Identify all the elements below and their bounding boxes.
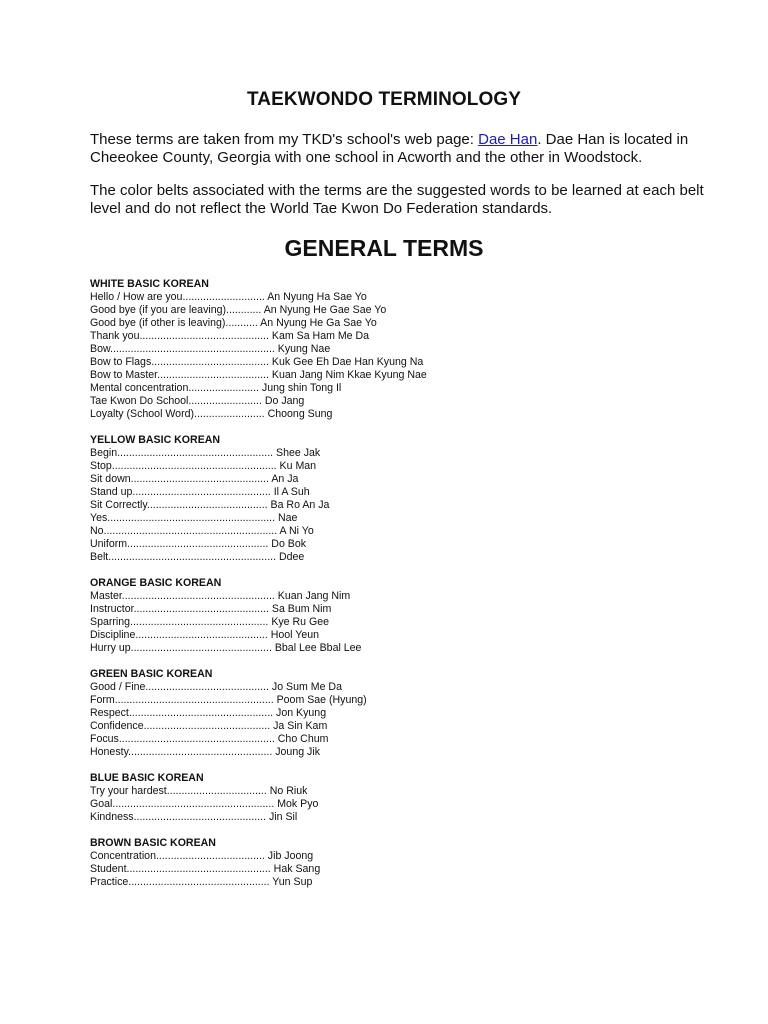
section-title: GENERAL TERMS [284, 235, 484, 261]
term-line: Focus..................................................... Cho Chum [90, 733, 329, 745]
term-line: Bow........................................................ Kyung Nae [90, 343, 331, 355]
term-line: Hello / How are you............................ An Nyung Ha Sae Yo [90, 291, 367, 303]
term-line: Sit down............................................... An Ja [90, 473, 299, 485]
belt-heading: YELLOW BASIC KOREAN [90, 434, 221, 446]
term-line: Uniform................................................ Do Bok [90, 538, 307, 550]
document-title: TAEKWONDO TERMINOLOGY [246, 89, 522, 110]
term-line: Student................................................. Hak Sang [90, 863, 321, 875]
term-line: Begin..................................................... Shee Jak [90, 447, 321, 459]
term-line: Mental concentration........................ Jung shin Tong Il [90, 382, 342, 394]
term-line: Goal....................................................... Mok Pyo [90, 798, 319, 810]
belt-section [90, 837, 690, 889]
term-line: Respect................................................. Jon Kyung [90, 707, 327, 719]
belt-heading: GREEN BASIC KOREAN [90, 668, 213, 680]
belt-heading: BLUE BASIC KOREAN [90, 772, 204, 784]
term-line: Loyalty (School Word)........................ Choong Sung [90, 408, 333, 420]
term-line: Sit Correctly......................................... Ba Ro An Ja [90, 499, 330, 511]
term-line: Good bye (if other is leaving)........... An Nyung He Ga Sae Yo [90, 317, 377, 329]
term-line: Confidence........................................... Ja Sin Kam [90, 720, 328, 732]
term-line: Hurry up................................................ Bbal Lee Bbal Lee [90, 642, 362, 654]
term-line: Practice................................................ Yun Sup [90, 876, 313, 888]
term-line: Stand up............................................... Il A Suh [90, 486, 310, 498]
term-line: Discipline............................................. Hool Yeun [90, 629, 320, 641]
term-line: Honesty................................................. Joung Jik [90, 746, 320, 758]
term-line: Good / Fine.......................................... Jo Sum Me Da [90, 681, 342, 693]
belt-section [90, 434, 690, 564]
term-line: Stop........................................................ Ku Man [90, 460, 317, 472]
term-line: Belt......................................................... Ddee [90, 551, 305, 563]
term-line: Tae Kwon Do School......................... Do Jang [90, 395, 305, 407]
dae-han-link[interactable]: Dae Han [478, 131, 538, 148]
belt-note-paragraph: The color belts associated with the terms are the suggested words to be learned at each belt level and do not reflect the World Tae Kwon Do Federation standards. [90, 182, 704, 217]
term-line: Good bye (if you are leaving)............ An Nyung He Gae Sae Yo [90, 304, 387, 316]
term-line: Instructor.............................................. Sa Bum Nim [90, 603, 332, 615]
term-line: Bow to Master...................................... Kuan Jang Nim Kkae Kyung Nae [90, 369, 427, 381]
term-line: Sparring............................................... Kye Ru Gee [90, 616, 330, 628]
belt-section [90, 577, 690, 655]
belt-heading: ORANGE BASIC KOREAN [90, 577, 222, 589]
term-line: Thank you............................................ Kam Sa Ham Me Da [90, 330, 370, 342]
term-line: Yes......................................................... Nae [90, 512, 298, 524]
belt-heading: BROWN BASIC KOREAN [90, 837, 216, 849]
term-line: Kindness............................................. Jin Sil [90, 811, 298, 823]
intro-text-before-link: These terms are taken from my TKD's school's web page: [90, 131, 479, 148]
term-line: Try your hardest.................................. No Riuk [90, 785, 308, 797]
term-line: Concentration..................................... Jib Joong [90, 850, 314, 862]
belt-heading: WHITE BASIC KOREAN [90, 278, 209, 290]
intro-text-after-link: . Dae Han is located in Cheeokee County, Georgia with one school in Acworth and the other in Woodstock. [90, 131, 689, 166]
belt-section [90, 278, 690, 421]
intro-paragraph [90, 131, 710, 167]
term-line: No........................................................... A Ni Yo [90, 525, 314, 537]
belt-section [90, 668, 690, 759]
term-line: Form...................................................... Poom Sae (Hyung) [90, 694, 367, 706]
term-line: Master.................................................... Kuan Jang Nim [90, 590, 351, 602]
term-line: Bow to Flags........................................ Kuk Gee Eh Dae Han Kyung Na [90, 356, 424, 368]
terms-list [90, 278, 690, 902]
belt-section [90, 772, 690, 824]
